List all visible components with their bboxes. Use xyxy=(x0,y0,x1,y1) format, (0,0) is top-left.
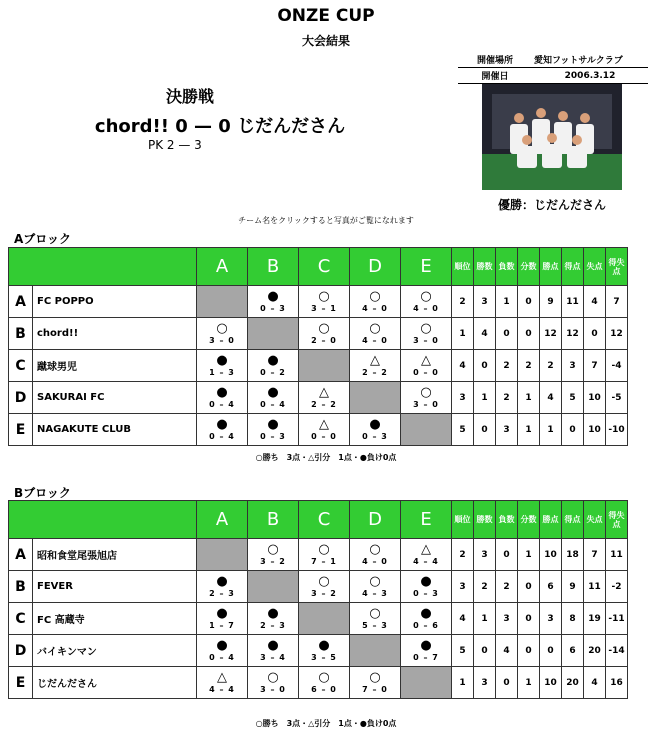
stat-value: 11 xyxy=(562,286,584,318)
winner-line: 優勝：じだんださん xyxy=(497,198,606,212)
stat-value: 20 xyxy=(584,635,606,667)
match-score: 0 – 6 xyxy=(413,621,439,630)
stat-value: 0 xyxy=(562,414,584,446)
self-match-cell xyxy=(401,414,452,446)
match-score: 0 – 3 xyxy=(260,304,286,313)
stat-header-1: 勝数 xyxy=(474,501,496,539)
match-result-cell xyxy=(299,667,350,699)
match-result-cell xyxy=(248,667,299,699)
match-score: 3 – 0 xyxy=(260,685,286,694)
result-symbol: ○ xyxy=(420,289,432,304)
match-result-cell xyxy=(299,539,350,571)
stat-value: 4 xyxy=(584,667,606,699)
block-b-label: Bブロック xyxy=(14,486,71,500)
result-symbol: ○ xyxy=(216,321,228,336)
match-score: 0 – 0 xyxy=(413,368,439,377)
match-result-cell xyxy=(350,350,401,382)
team-name-link[interactable]: SAKURAI FC xyxy=(33,382,197,414)
match-score: 4 – 0 xyxy=(362,557,388,566)
stat-value: 10 xyxy=(584,382,606,414)
stat-value: 1 xyxy=(518,667,540,699)
row-letter: C xyxy=(9,603,33,635)
stat-value: 3 xyxy=(562,350,584,382)
match-score: 4 – 0 xyxy=(362,336,388,345)
stat-value: 1 xyxy=(518,382,540,414)
stat-value: 2 xyxy=(496,571,518,603)
match-result-cell xyxy=(197,350,248,382)
match-result-cell xyxy=(197,382,248,414)
venue-date-value: 2006.3.12 xyxy=(532,68,648,84)
match-score: 4 – 0 xyxy=(413,304,439,313)
match-score: 3 – 1 xyxy=(311,304,337,313)
final-heading: 決勝戦 xyxy=(165,87,214,106)
match-result-cell xyxy=(197,635,248,667)
match-score: 3 – 5 xyxy=(311,653,337,662)
stat-value: 1 xyxy=(496,286,518,318)
table-row xyxy=(9,667,628,699)
match-result-cell xyxy=(197,603,248,635)
match-score: 2 – 3 xyxy=(260,621,286,630)
table-row xyxy=(9,382,628,414)
result-symbol: ● xyxy=(216,385,228,400)
result-symbol: ● xyxy=(216,353,228,368)
match-result-cell xyxy=(197,571,248,603)
result-symbol: ● xyxy=(267,289,279,304)
stat-value: 4 xyxy=(496,635,518,667)
match-score: 0 – 3 xyxy=(260,432,286,441)
stat-header-3: 分数 xyxy=(518,248,540,286)
match-result-cell xyxy=(350,571,401,603)
stat-value: 1 xyxy=(474,603,496,635)
table-row xyxy=(9,318,628,350)
stat-header-4: 勝点 xyxy=(540,501,562,539)
result-symbol: ○ xyxy=(267,670,279,685)
self-match-cell xyxy=(401,667,452,699)
team-name-link[interactable]: NAGAKUTE CLUB xyxy=(33,414,197,446)
row-letter: C xyxy=(9,350,33,382)
result-symbol: ● xyxy=(420,638,432,653)
stat-value: 0 xyxy=(474,635,496,667)
match-result-cell xyxy=(350,286,401,318)
match-result-cell xyxy=(299,318,350,350)
self-match-cell xyxy=(299,350,350,382)
stat-value: 1 xyxy=(540,414,562,446)
match-result-cell xyxy=(401,286,452,318)
stat-value: 5 xyxy=(452,635,474,667)
result-symbol: ● xyxy=(420,574,432,589)
stat-value: 3 xyxy=(540,603,562,635)
stat-header-6: 失点 xyxy=(584,248,606,286)
stat-value: 6 xyxy=(540,571,562,603)
stat-value: -10 xyxy=(606,414,628,446)
result-symbol: ○ xyxy=(318,670,330,685)
result-symbol: ○ xyxy=(369,574,381,589)
venue-date-label: 開催日 xyxy=(458,68,532,84)
result-symbol: ● xyxy=(267,417,279,432)
stat-value: 7 xyxy=(606,286,628,318)
result-symbol: ○ xyxy=(420,385,432,400)
match-score: 7 – 1 xyxy=(311,557,337,566)
result-symbol: ○ xyxy=(369,289,381,304)
final-pk: PK 2 — 3 xyxy=(148,138,202,152)
match-score: 5 – 3 xyxy=(362,621,388,630)
team-name-link[interactable]: FEVER xyxy=(33,571,197,603)
result-symbol: ● xyxy=(369,417,381,432)
result-symbol: ○ xyxy=(318,321,330,336)
match-score: 3 – 0 xyxy=(413,336,439,345)
match-score: 0 – 4 xyxy=(209,400,235,409)
column-header-d: D xyxy=(350,501,401,539)
stat-value: 4 xyxy=(474,318,496,350)
match-result-cell xyxy=(197,667,248,699)
match-score: 2 – 2 xyxy=(362,368,388,377)
result-symbol: ● xyxy=(216,638,228,653)
result-symbol: ○ xyxy=(267,542,279,557)
match-score: 0 – 7 xyxy=(413,653,439,662)
venue-place-label: 開催場所 xyxy=(458,52,532,68)
stat-value: 2 xyxy=(474,571,496,603)
stat-value: 10 xyxy=(540,539,562,571)
stat-value: 4 xyxy=(452,350,474,382)
block-a-table xyxy=(8,247,628,446)
result-symbol: △ xyxy=(319,417,329,432)
match-result-cell xyxy=(401,318,452,350)
match-score: 0 – 4 xyxy=(209,653,235,662)
match-score: 4 – 0 xyxy=(362,304,388,313)
match-score: 0 – 4 xyxy=(260,400,286,409)
self-match-cell xyxy=(197,286,248,318)
match-result-cell xyxy=(350,414,401,446)
result-symbol: ● xyxy=(216,606,228,621)
match-score: 0 – 0 xyxy=(311,432,337,441)
result-symbol: ● xyxy=(267,638,279,653)
match-score: 3 – 2 xyxy=(260,557,286,566)
stat-value: 0 xyxy=(474,350,496,382)
result-symbol: ● xyxy=(216,574,228,589)
stat-value: 7 xyxy=(584,350,606,382)
table-row xyxy=(9,539,628,571)
column-header-a: A xyxy=(197,501,248,539)
row-letter: B xyxy=(9,571,33,603)
stat-value: 11 xyxy=(584,571,606,603)
match-result-cell xyxy=(197,414,248,446)
stat-value: 7 xyxy=(584,539,606,571)
team-name-link[interactable]: 蹴球男児 xyxy=(33,350,197,382)
table-row xyxy=(9,603,628,635)
match-result-cell xyxy=(248,382,299,414)
stat-value: 6 xyxy=(562,635,584,667)
row-letter: E xyxy=(9,414,33,446)
stat-value: 10 xyxy=(584,414,606,446)
team-name-link[interactable]: FC 高蔵寺 xyxy=(33,603,197,635)
result-symbol: △ xyxy=(370,353,380,368)
match-score: 2 – 0 xyxy=(311,336,337,345)
column-header-c: C xyxy=(299,501,350,539)
team-name-link[interactable]: FC POPPO xyxy=(33,286,197,318)
result-symbol: △ xyxy=(217,670,227,685)
stat-value: 4 xyxy=(584,286,606,318)
stat-header-7: 得失点 xyxy=(606,248,628,286)
stat-value: 1 xyxy=(518,414,540,446)
match-result-cell xyxy=(401,539,452,571)
stat-value: 1 xyxy=(518,539,540,571)
match-result-cell xyxy=(248,635,299,667)
stat-value: 3 xyxy=(474,539,496,571)
match-result-cell xyxy=(401,635,452,667)
stat-value: 0 xyxy=(518,635,540,667)
stat-header-5: 得点 xyxy=(562,248,584,286)
stat-header-6: 失点 xyxy=(584,501,606,539)
match-score: 3 – 4 xyxy=(260,653,286,662)
stat-header-5: 得点 xyxy=(562,501,584,539)
match-result-cell xyxy=(248,539,299,571)
stat-value: 2 xyxy=(452,539,474,571)
match-result-cell xyxy=(299,635,350,667)
stat-value: 2 xyxy=(540,350,562,382)
page-subtitle: 大会結果 xyxy=(301,34,350,48)
block-b-legend: ○勝ち 3点・△引分 1点・●負け0点 xyxy=(255,719,397,728)
team-photo-graphic xyxy=(482,84,622,190)
match-score: 0 – 3 xyxy=(413,589,439,598)
stat-value: -11 xyxy=(606,603,628,635)
stat-value: 3 xyxy=(496,603,518,635)
stat-value: -4 xyxy=(606,350,628,382)
match-result-cell xyxy=(401,382,452,414)
stat-value: 10 xyxy=(540,667,562,699)
stat-value: 3 xyxy=(474,667,496,699)
stat-value: 0 xyxy=(496,539,518,571)
stat-value: -5 xyxy=(606,382,628,414)
header-corner xyxy=(9,501,197,539)
match-score: 0 – 2 xyxy=(260,368,286,377)
column-header-e: E xyxy=(401,501,452,539)
block-a-label: Aブロック xyxy=(14,232,72,246)
self-match-cell xyxy=(248,571,299,603)
team-name-link[interactable]: 昭和食堂尾張旭店 xyxy=(33,539,197,571)
stat-header-0: 順位 xyxy=(452,501,474,539)
match-result-cell xyxy=(248,603,299,635)
stat-value: 0 xyxy=(496,318,518,350)
match-result-cell xyxy=(299,571,350,603)
result-symbol: ● xyxy=(267,606,279,621)
stat-value: 3 xyxy=(452,382,474,414)
team-name-link[interactable]: バイキンマン xyxy=(33,635,197,667)
page-title: ONZE CUP xyxy=(277,6,375,26)
match-score: 4 – 4 xyxy=(413,557,439,566)
row-letter: E xyxy=(9,667,33,699)
match-result-cell xyxy=(248,414,299,446)
result-symbol: ● xyxy=(216,417,228,432)
stat-value: 0 xyxy=(474,414,496,446)
team-name-link[interactable]: じだんださん xyxy=(33,667,197,699)
final-score: chord!! 0 — 0 じだんださん xyxy=(94,116,346,137)
self-match-cell xyxy=(350,382,401,414)
match-score: 1 – 7 xyxy=(209,621,235,630)
match-result-cell xyxy=(197,318,248,350)
match-result-cell xyxy=(401,571,452,603)
match-result-cell xyxy=(299,382,350,414)
match-score: 4 – 4 xyxy=(209,685,235,694)
stat-value: 12 xyxy=(540,318,562,350)
row-letter: A xyxy=(9,539,33,571)
stat-value: 5 xyxy=(562,382,584,414)
stat-value: 8 xyxy=(562,603,584,635)
match-score: 1 – 3 xyxy=(209,368,235,377)
match-score: 0 – 3 xyxy=(362,432,388,441)
result-symbol: ○ xyxy=(369,670,381,685)
stat-value: -2 xyxy=(606,571,628,603)
column-header-e: E xyxy=(401,248,452,286)
venue-place-value: 愛知フットサルクラブ xyxy=(532,52,648,68)
result-symbol: ○ xyxy=(318,574,330,589)
result-symbol: ○ xyxy=(369,606,381,621)
stat-value: -14 xyxy=(606,635,628,667)
venue-info xyxy=(458,52,648,84)
result-symbol: ○ xyxy=(420,321,432,336)
result-symbol: ● xyxy=(267,353,279,368)
match-score: 3 – 0 xyxy=(209,336,235,345)
row-letter: B xyxy=(9,318,33,350)
match-result-cell xyxy=(350,603,401,635)
header-corner xyxy=(9,248,197,286)
row-letter: A xyxy=(9,286,33,318)
result-symbol: ● xyxy=(420,606,432,621)
row-letter: D xyxy=(9,382,33,414)
match-score: 3 – 2 xyxy=(311,589,337,598)
result-symbol: ○ xyxy=(318,542,330,557)
match-score: 4 – 3 xyxy=(362,589,388,598)
stat-value: 1 xyxy=(474,382,496,414)
stat-value: 4 xyxy=(540,382,562,414)
match-score: 6 – 0 xyxy=(311,685,337,694)
stat-value: 0 xyxy=(584,318,606,350)
stat-value: 1 xyxy=(452,667,474,699)
match-score: 7 – 0 xyxy=(362,685,388,694)
stat-value: 5 xyxy=(452,414,474,446)
stat-value: 2 xyxy=(496,350,518,382)
stat-value: 2 xyxy=(496,382,518,414)
stat-value: 0 xyxy=(518,286,540,318)
self-match-cell xyxy=(299,603,350,635)
stat-header-2: 負数 xyxy=(496,248,518,286)
match-result-cell xyxy=(299,286,350,318)
stat-header-7: 得失点 xyxy=(606,501,628,539)
team-name-link[interactable]: chord!! xyxy=(33,318,197,350)
match-result-cell xyxy=(401,350,452,382)
match-result-cell xyxy=(401,603,452,635)
match-score: 2 – 2 xyxy=(311,400,337,409)
stat-value: 11 xyxy=(606,539,628,571)
result-symbol: △ xyxy=(421,353,431,368)
match-result-cell xyxy=(350,318,401,350)
stat-value: 12 xyxy=(606,318,628,350)
match-score: 2 – 3 xyxy=(209,589,235,598)
stat-value: 9 xyxy=(562,571,584,603)
column-header-a: A xyxy=(197,248,248,286)
table-row xyxy=(9,635,628,667)
block-a-legend: ○勝ち 3点・△引分 1点・●負け0点 xyxy=(255,453,397,462)
match-result-cell xyxy=(350,539,401,571)
column-header-b: B xyxy=(248,501,299,539)
match-result-cell xyxy=(299,414,350,446)
stat-value: 3 xyxy=(474,286,496,318)
match-score: 0 – 4 xyxy=(209,432,235,441)
match-result-cell xyxy=(350,667,401,699)
block-b-table xyxy=(8,500,628,699)
stat-value: 18 xyxy=(562,539,584,571)
stat-value: 19 xyxy=(584,603,606,635)
self-match-cell xyxy=(197,539,248,571)
match-score: 3 – 0 xyxy=(413,400,439,409)
self-match-cell xyxy=(248,318,299,350)
stat-value: 1 xyxy=(452,318,474,350)
stat-value: 3 xyxy=(452,571,474,603)
match-result-cell xyxy=(248,286,299,318)
row-letter: D xyxy=(9,635,33,667)
stat-value: 20 xyxy=(562,667,584,699)
result-symbol: △ xyxy=(421,542,431,557)
stat-value: 0 xyxy=(496,667,518,699)
stat-value: 4 xyxy=(452,603,474,635)
stat-value: 0 xyxy=(518,318,540,350)
column-header-b: B xyxy=(248,248,299,286)
stat-value: 0 xyxy=(518,603,540,635)
stat-header-2: 負数 xyxy=(496,501,518,539)
self-match-cell xyxy=(350,635,401,667)
photo-hint: チーム名をクリックすると写真がご覧になれます xyxy=(238,216,414,225)
stat-value: 3 xyxy=(496,414,518,446)
table-row xyxy=(9,571,628,603)
stat-value: 12 xyxy=(562,318,584,350)
table-row xyxy=(9,286,628,318)
stat-value: 9 xyxy=(540,286,562,318)
stat-value: 0 xyxy=(518,571,540,603)
result-symbol: ○ xyxy=(369,542,381,557)
result-symbol: ○ xyxy=(318,289,330,304)
column-header-d: D xyxy=(350,248,401,286)
result-symbol: ● xyxy=(318,638,330,653)
stat-header-1: 勝数 xyxy=(474,248,496,286)
table-row xyxy=(9,350,628,382)
stat-value: 2 xyxy=(452,286,474,318)
result-symbol: ○ xyxy=(369,321,381,336)
stat-header-0: 順位 xyxy=(452,248,474,286)
table-row xyxy=(9,414,628,446)
winner-team-photo xyxy=(482,84,622,190)
stat-value: 16 xyxy=(606,667,628,699)
stat-value: 2 xyxy=(518,350,540,382)
column-header-c: C xyxy=(299,248,350,286)
stat-header-4: 勝点 xyxy=(540,248,562,286)
result-symbol: △ xyxy=(319,385,329,400)
result-symbol: ● xyxy=(267,385,279,400)
stat-value: 0 xyxy=(540,635,562,667)
match-result-cell xyxy=(248,350,299,382)
stat-header-3: 分数 xyxy=(518,501,540,539)
